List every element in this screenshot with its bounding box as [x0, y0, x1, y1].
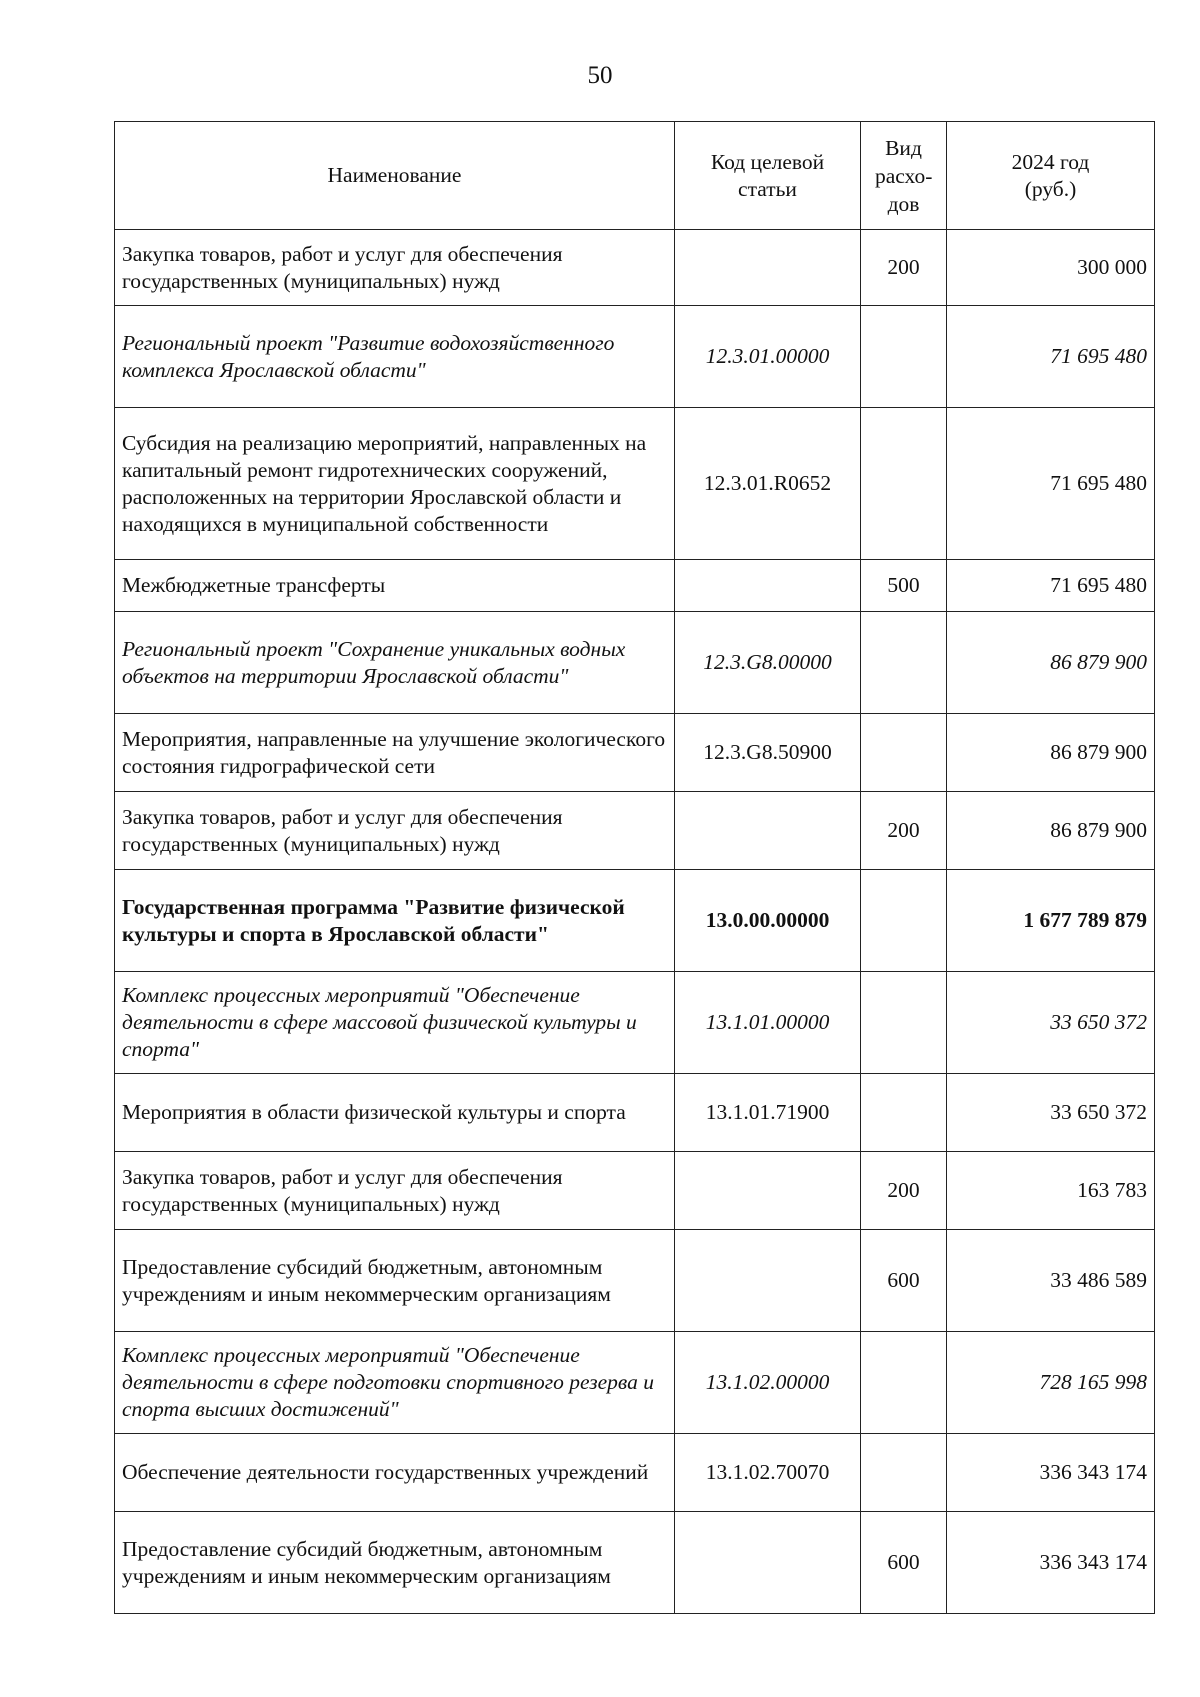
expense-type-cell: [861, 1074, 947, 1152]
code-cell: [675, 792, 861, 870]
table-row: [115, 230, 1155, 306]
expense-type-cell: [861, 870, 947, 972]
sum-cell: 336 343 174: [947, 1512, 1155, 1614]
name-cell: Региональный проект "Сохранение уникальных водных объектов на территории Ярославской области": [115, 612, 675, 714]
table-row: [115, 1074, 1155, 1152]
table-row: [115, 1512, 1155, 1614]
code-cell: [675, 230, 861, 306]
code-cell: 13.1.01.00000: [675, 972, 861, 1074]
expense-type-cell: 200: [861, 1152, 947, 1230]
name-cell: Комплекс процессных мероприятий "Обеспечение деятельности в сфере массовой физической культуры и спорта": [115, 972, 675, 1074]
table-row: [115, 560, 1155, 612]
table-row: [115, 714, 1155, 792]
expense-type-cell: 200: [861, 792, 947, 870]
sum-cell: 33 486 589: [947, 1230, 1155, 1332]
code-cell: 13.1.02.70070: [675, 1434, 861, 1512]
sum-cell: 336 343 174: [947, 1434, 1155, 1512]
code-cell: [675, 1152, 861, 1230]
expense-type-cell: [861, 972, 947, 1074]
code-cell: 13.0.00.00000: [675, 870, 861, 972]
header-code: Код целевой статьи: [675, 122, 861, 230]
header-sum: 2024 год (руб.): [947, 122, 1155, 230]
name-cell: Комплекс процессных мероприятий "Обеспечение деятельности в сфере подготовки спортивного резерва и спорта высших достижений": [115, 1332, 675, 1434]
table-row: [115, 870, 1155, 972]
page-number: 50: [587, 62, 613, 89]
expense-type-cell: [861, 408, 947, 560]
code-cell: 12.3.01.00000: [675, 306, 861, 408]
code-cell: 12.3.01.R0652: [675, 408, 861, 560]
code-cell: 12.3.G8.00000: [675, 612, 861, 714]
expense-type-cell: [861, 306, 947, 408]
table-row: [115, 408, 1155, 560]
table-row: [115, 1230, 1155, 1332]
code-cell: [675, 1512, 861, 1614]
header-type: Вид расхо-дов: [861, 122, 947, 230]
table-row: [115, 306, 1155, 408]
sum-cell: 86 879 900: [947, 792, 1155, 870]
table-row: [115, 972, 1155, 1074]
code-cell: 13.1.01.71900: [675, 1074, 861, 1152]
name-cell: Закупка товаров, работ и услуг для обеспечения государственных (муниципальных) нужд: [115, 1152, 675, 1230]
sum-cell: 71 695 480: [947, 408, 1155, 560]
budget-table: [114, 121, 1155, 1614]
expense-type-cell: [861, 714, 947, 792]
sum-cell: 163 783: [947, 1152, 1155, 1230]
header-name: Наименование: [115, 122, 675, 230]
name-cell: Закупка товаров, работ и услуг для обеспечения государственных (муниципальных) нужд: [115, 230, 675, 306]
expense-type-cell: 500: [861, 560, 947, 612]
code-cell: 13.1.02.00000: [675, 1332, 861, 1434]
name-cell: Мероприятия в области физической культуры и спорта: [115, 1074, 675, 1152]
code-cell: [675, 1230, 861, 1332]
expense-type-cell: 600: [861, 1230, 947, 1332]
name-cell: Субсидия на реализацию мероприятий, направленных на капитальный ремонт гидротехнических сооружений, расположенных на территории Ярославской области и находящихся в муниципальной собственности: [115, 408, 675, 560]
name-cell: Межбюджетные трансферты: [115, 560, 675, 612]
name-cell: Государственная программа "Развитие физической культуры и спорта в Ярославской области": [115, 870, 675, 972]
name-cell: Предоставление субсидий бюджетным, автономным учреждениям и иным некоммерческим организациям: [115, 1230, 675, 1332]
table-row: [115, 1434, 1155, 1512]
sum-cell: 33 650 372: [947, 1074, 1155, 1152]
sum-cell: 728 165 998: [947, 1332, 1155, 1434]
sum-cell: 300 000: [947, 230, 1155, 306]
name-cell: Предоставление субсидий бюджетным, автономным учреждениям и иным некоммерческим организациям: [115, 1512, 675, 1614]
name-cell: Мероприятия, направленные на улучшение экологического состояния гидрографической сети: [115, 714, 675, 792]
table-row: [115, 1152, 1155, 1230]
expense-type-cell: [861, 1332, 947, 1434]
name-cell: Обеспечение деятельности государственных учреждений: [115, 1434, 675, 1512]
code-cell: [675, 560, 861, 612]
sum-cell: 71 695 480: [947, 306, 1155, 408]
expense-type-cell: 600: [861, 1512, 947, 1614]
table-row: [115, 1332, 1155, 1434]
name-cell: Закупка товаров, работ и услуг для обеспечения государственных (муниципальных) нужд: [115, 792, 675, 870]
table-header-row: [115, 122, 1155, 230]
code-cell: 12.3.G8.50900: [675, 714, 861, 792]
table-row: [115, 612, 1155, 714]
table-body: [115, 230, 1155, 1614]
sum-cell: 33 650 372: [947, 972, 1155, 1074]
expense-type-cell: 200: [861, 230, 947, 306]
sum-cell: 71 695 480: [947, 560, 1155, 612]
name-cell: Региональный проект "Развитие водохозяйственного комплекса Ярославской области": [115, 306, 675, 408]
expense-type-cell: [861, 1434, 947, 1512]
sum-cell: 86 879 900: [947, 714, 1155, 792]
table-row: [115, 792, 1155, 870]
sum-cell: 86 879 900: [947, 612, 1155, 714]
expense-type-cell: [861, 612, 947, 714]
sum-cell: 1 677 789 879: [947, 870, 1155, 972]
